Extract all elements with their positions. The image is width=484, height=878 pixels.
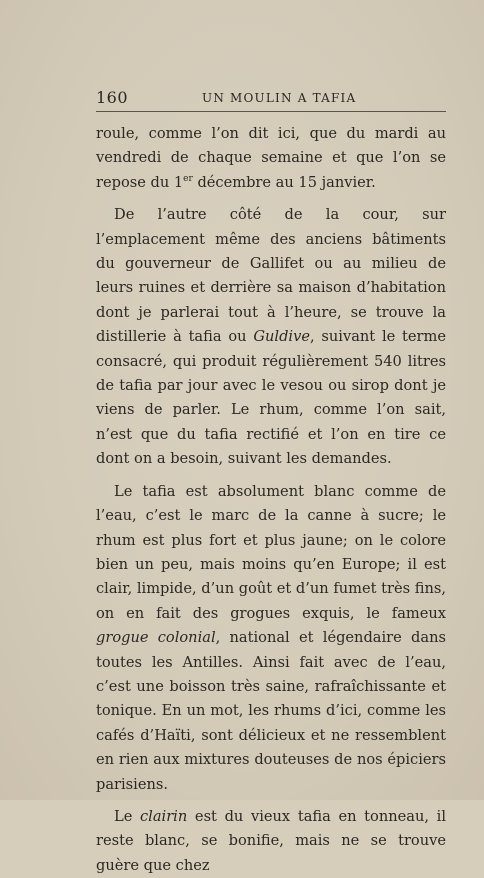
- text-span: est du vieux tafia en tonneau, il reste blanc, se bonifie, mais ne se trouve guère que chez: [96, 807, 447, 874]
- page-header: [96, 88, 446, 108]
- paragraph-3: [96, 480, 446, 797]
- running-title: UN MOULIN A TAFIA: [202, 91, 357, 105]
- header-divider: [96, 111, 446, 112]
- superscript-text: er: [183, 173, 193, 184]
- paragraph-4: [96, 805, 446, 878]
- page-body: [96, 122, 446, 878]
- text-span: , national et légendaire dans toutes les Antilles. Ainsi fait avec de l’eau, c’est une boisson très saine, rafraîchissante et tonique. En un mot, les rhums d’ici, comme les cafés d’Haïti, sont délicieux et ne ressemblent en rien aux mixtures douteuses de nos épiciers parisiens.: [96, 629, 446, 793]
- text-span: Le: [114, 807, 140, 825]
- text-span: De l’autre côté de la cour, sur l’emplacement même des anciens bâtiments du gouverneur de Gallifet ou au milieu de leurs ruines et derrière sa maison d’habitation dont je parlerai tout à l’heure, se trouve la distillerie à tafia ou: [96, 206, 446, 346]
- paragraph-2: [96, 203, 446, 471]
- text-span: , suivant le terme consacré, qui produit régulièrement 540 litres de tafia par jour avec le vesou ou sirop dont je viens de parler. Le rhum, comme l’on sait, n’est que du tafia rectifié et l’on en tire ce dont on a besoin, suivant les demandes.: [96, 328, 447, 468]
- paragraph-1: [96, 122, 446, 195]
- italic-term: clairin: [140, 807, 188, 825]
- italic-term: grogue colonial: [96, 629, 216, 647]
- text-span: décembre au 15 janvier.: [192, 173, 376, 191]
- text-span: roule, comme l’on dit ici, que du mardi au vendredi de chaque semaine et que l’on se repose du 1: [96, 125, 446, 191]
- page-number: 160: [96, 88, 129, 107]
- italic-term: Guldive: [253, 328, 310, 346]
- text-span: Le tafia est absolument blanc comme de l’eau, c’est le marc de la canne à sucre; le rhum est plus fort et plus jaune; on le colore bien un peu, mais moins qu’en Europe; il est clair, limpide, d’un goût et d’un fumet très fins, on en fait des grogues exquis, le fameux: [96, 482, 446, 622]
